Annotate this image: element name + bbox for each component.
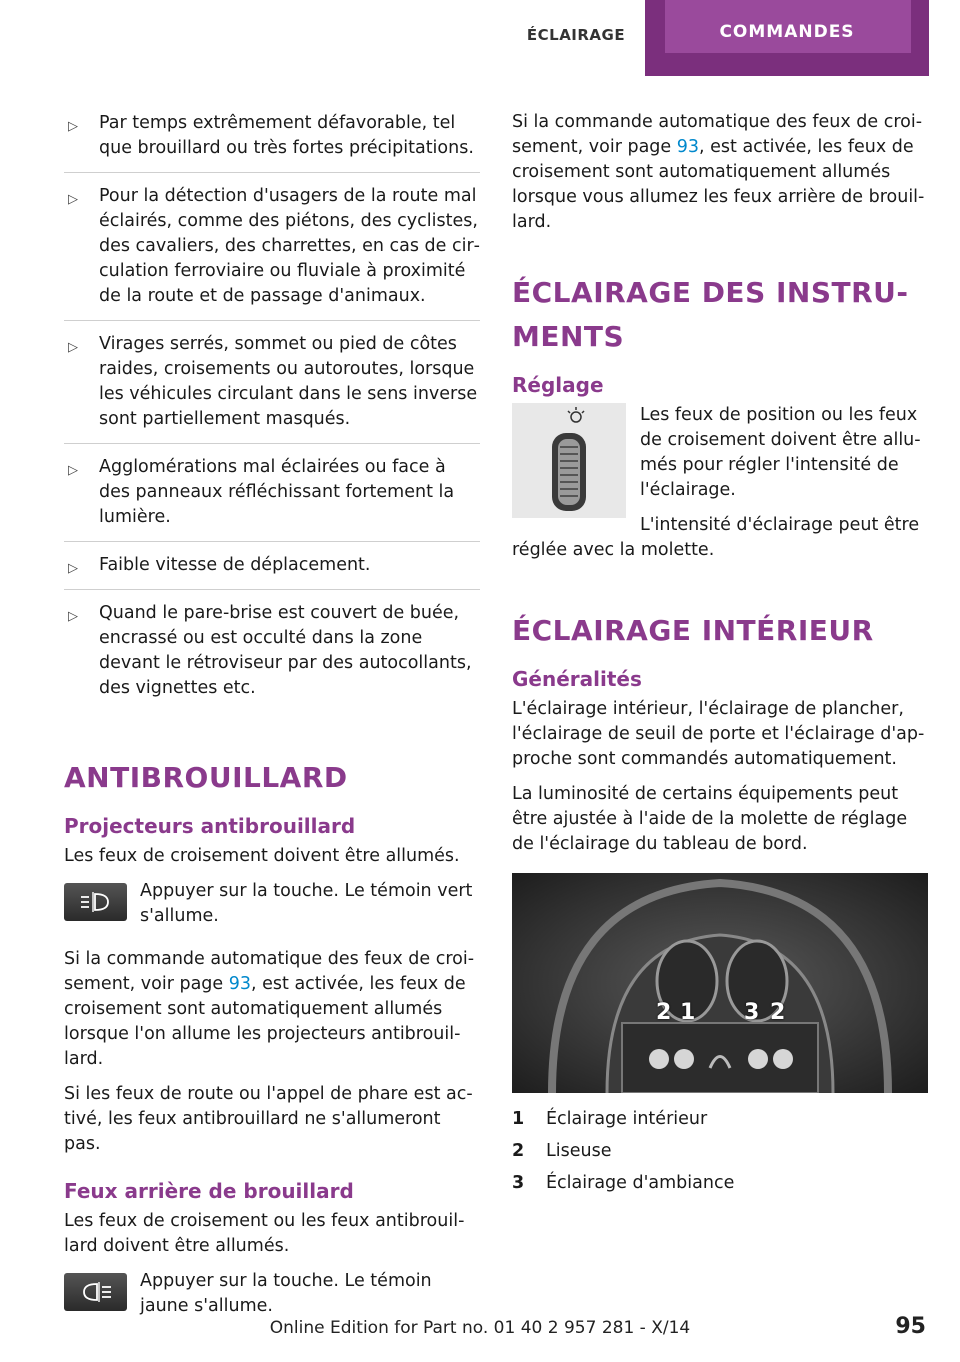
- footer-edition: Online Edition for Part no. 01 40 2 957 281 - X/14: [269, 1318, 691, 1338]
- fog-light-instruction: [64, 879, 480, 939]
- legend-item: 2 Liseuse: [512, 1141, 612, 1161]
- section-title-eclairage-instruments: ÉCLAIRAGE DES INSTRUMENTS: [512, 276, 909, 353]
- header-tab-eclairage-label: ÉCLAIRAGE: [526, 26, 626, 44]
- photo-label: 2: [656, 1000, 672, 1025]
- list-item: ▷ Quand le pare-brise est couvert de buée, encrassé ou est occulté dans la zone devant le rétroviseur par des autocollants, des vignettes etc.: [68, 603, 472, 698]
- right-column: [512, 100, 928, 1199]
- list-item: ▷ Pour la détection d'usagers de la route mal éclairés, comme des piétons, des cyclistes, des cavaliers, des charrettes, en cas de circulation ferroviaire ou fluviale à proximité de la route et de passage d'animaux.: [64, 173, 480, 321]
- left-column: [64, 100, 480, 1337]
- bullet-triangle-icon: ▷: [68, 119, 78, 134]
- list-item: ▷ Agglomérations mal éclairées ou face à des panneaux réfléchissant fortement la lumière.: [64, 444, 480, 542]
- conditions-list: [64, 100, 480, 712]
- section-title-antibrouillard: ANTIBROUILLARD: [64, 761, 348, 794]
- list-item: ▷ Faible vitesse de déplacement.: [64, 542, 480, 590]
- reglage-block: [512, 403, 928, 573]
- subsection-title-reglage: Réglage: [512, 373, 604, 397]
- icon-caption: Appuyer sur la touche. Le témoin vert s'allume.: [140, 881, 473, 926]
- photo-label: 3: [744, 1000, 760, 1025]
- section-title-eclairage-interieur: ÉCLAIRAGE INTÉRIEUR: [512, 614, 874, 647]
- paragraph: L'éclairage intérieur, l'éclairage de plancher, l'éclairage de seuil de porte et l'éclairage d'approche sont commandés automatiquement.: [512, 699, 925, 769]
- header-tab-commandes-label: COMMANDES: [719, 22, 855, 42]
- paragraph: Les feux de croisement doivent être allumés.: [64, 846, 460, 866]
- legend-item: 3 Éclairage d'ambiance: [512, 1173, 735, 1193]
- list-item: ▷ Par temps extrêmement défavorable, tel que brouillard ou très fortes précipitations.: [64, 100, 480, 173]
- photo-label: 1: [680, 1000, 696, 1025]
- page-number: 95: [895, 1314, 926, 1339]
- paragraph: L'intensité d'éclairage peut être réglée avec la molette.: [512, 515, 920, 560]
- page-link[interactable]: 93: [676, 137, 700, 157]
- paragraph: Si la commande automatique des feux de croisement, voir page 93, est activée, les feux de croisement sont automatiquement allumés lorsque l'on allume les projecteurs antibrouillard.: [64, 949, 475, 1069]
- paragraph: La luminosité de certains équipements peut être ajustée à l'aide de la molette de réglage de l'éclairage du tableau de bord.: [512, 784, 908, 854]
- bullet-triangle-icon: ▷: [68, 561, 78, 576]
- bullet-triangle-icon: ▷: [68, 340, 78, 355]
- paragraph: Les feux de croisement ou les feux antibrouillard doivent être allumés.: [64, 1211, 465, 1256]
- bullet-triangle-icon: ▷: [68, 609, 78, 624]
- paragraph: Les feux de position ou les feux de croisement doivent être allumés pour régler l'intensité de l'éclairage.: [640, 405, 921, 500]
- icon-caption: Appuyer sur la touche. Le témoin jaune s'allume.: [140, 1271, 432, 1316]
- paragraph: Si la commande automatique des feux de croisement, voir page 93, est activée, les feux de croisement sont automatiquement allumés lorsque vous allumez les feux arrière de brouillard.: [512, 112, 925, 232]
- interior-light-photo: [512, 873, 928, 1093]
- photo-legend: [512, 1103, 928, 1199]
- bullet-triangle-icon: ▷: [68, 192, 78, 207]
- header-tab-eclairage: [510, 0, 642, 70]
- header-tab-commandes: [645, 0, 929, 76]
- front-fog-button-icon: [64, 883, 127, 921]
- subsection-title-feux-arriere: Feux arrière de brouillard: [64, 1179, 354, 1203]
- bullet-triangle-icon: ▷: [68, 463, 78, 478]
- subsection-title-projecteurs: Projecteurs antibrouillard: [64, 814, 356, 838]
- page-link[interactable]: 93: [228, 974, 252, 994]
- subsection-title-generalites: Généralités: [512, 667, 642, 691]
- list-item: ▷ Virages serrés, sommet ou pied de côtes raides, croisements ou autoroutes, lorsque les véhicules circulant dans le sens inverse sont partiellement masqués.: [64, 321, 480, 444]
- legend-item: 1 Éclairage intérieur: [512, 1109, 708, 1129]
- dimmer-wheel-icon: [512, 403, 626, 518]
- photo-label: 2: [770, 1000, 786, 1025]
- rear-fog-button-icon: [64, 1273, 127, 1311]
- paragraph: Si les feux de route ou l'appel de phare est activé, les feux antibrouillard ne s'allumeront pas.: [64, 1084, 473, 1154]
